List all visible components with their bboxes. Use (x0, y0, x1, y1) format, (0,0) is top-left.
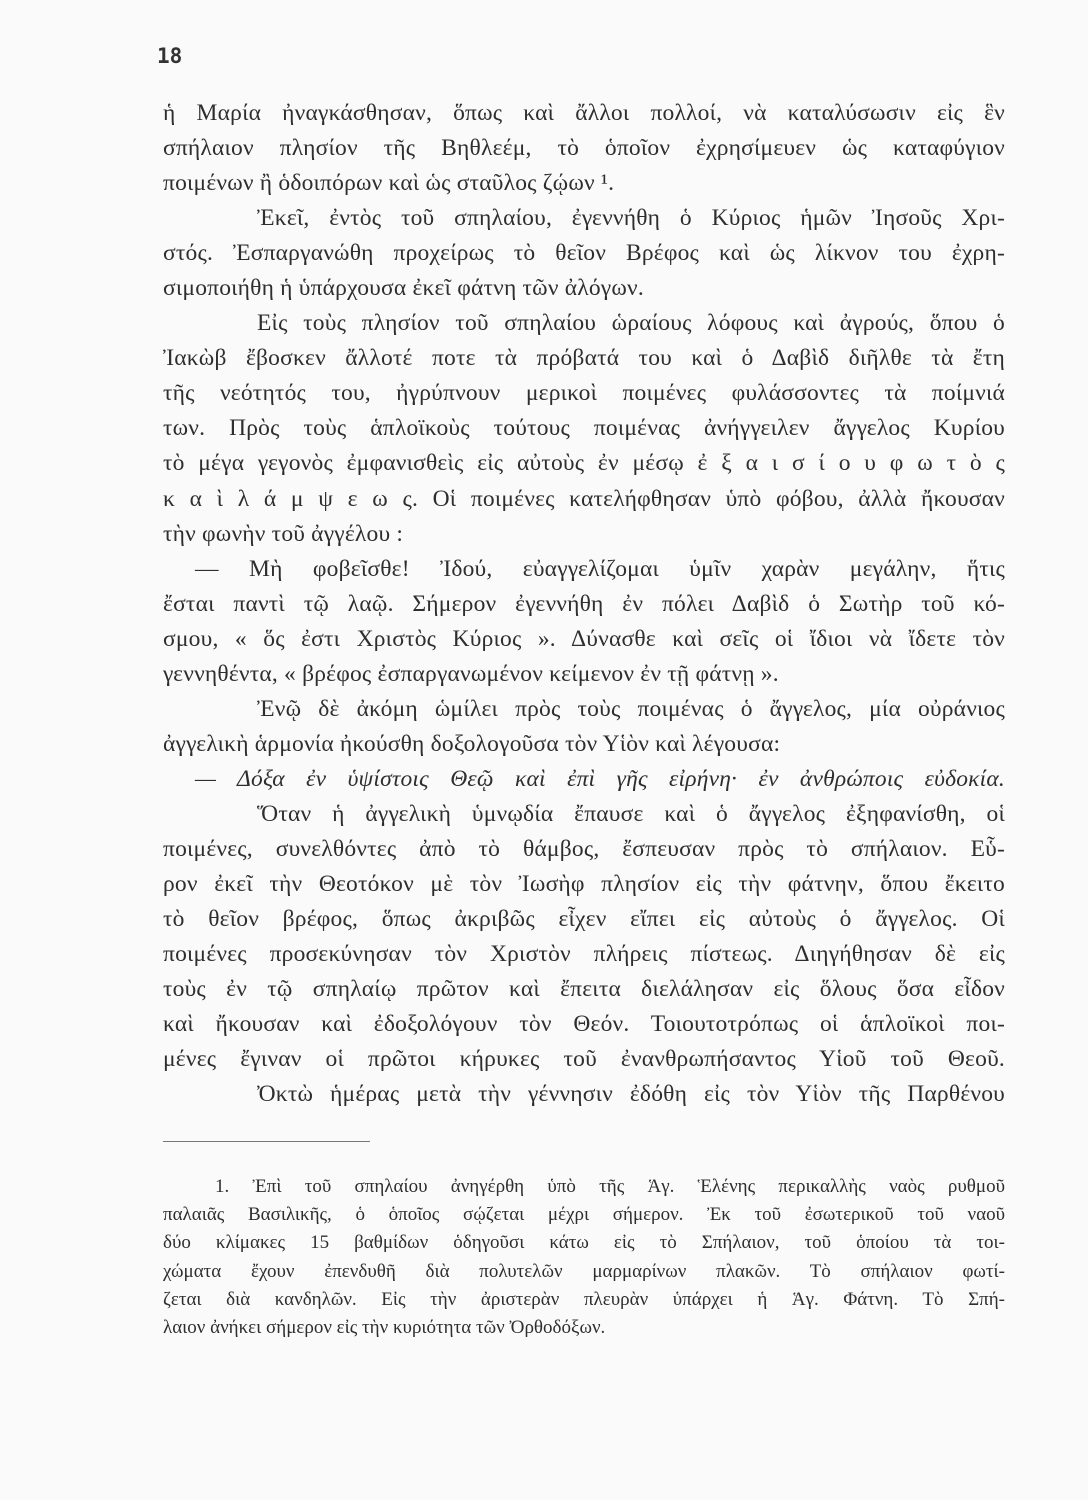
text-line: σμου, « ὅς ἐστι Χριστὸς Κύριος ». Δύνασθε καὶ σεῖς οἱ ἴδιοι νὰ ἴδετε τὸν (163, 625, 1005, 652)
text-line: τοὺς ἐν τῷ σπηλαίῳ πρῶτον καὶ ἔπειτα διελάλησαν εἰς ὅλους ὅσα εἶδον (163, 976, 1005, 1003)
text-line: ἀγγελικὴ ἁρμονία ἠκούσθη δοξολογοῦσα τὸν Υἱὸν καὶ λέγουσα: (163, 730, 781, 757)
text-line: ἔσται παντὶ τῷ λαῷ. Σήμερον ἐγεννήθη ἐν πόλει Δαβὶδ ὁ Σωτὴρ τοῦ κό- (163, 590, 1005, 617)
text-line: σπήλαιον πλησίον τῆς Βηθλεέμ, τὸ ὁποῖον ἐχρησίμευεν ὡς καταφύγιον (163, 135, 1005, 162)
text-line: σιμοποιήθη ἡ ὑπάρχουσα ἐκεῖ φάτνη τῶν ἀλόγων. (163, 275, 644, 302)
footnote-line: δύο κλίμακες 15 βαθμίδων ὁδηγοῦσι κάτω εἰς τὸ Σπήλαιον, τοῦ ὁποίου τὰ τοι- (163, 1232, 1005, 1254)
text-line: ποιμένες προσεκύνησαν τὸν Χριστὸν πλήρεις πίστεως. Διηγήθησαν δὲ εἰς (163, 941, 1005, 968)
footnote (163, 1173, 1005, 1342)
text-line: καὶ ἤκουσαν καὶ ἐδοξολόγουν τὸν Θεόν. Τοιουτοτρόπως οἱ ἁπλοϊκοὶ ποι- (163, 1011, 1005, 1038)
text-line: τῆς νεότητός του, ἠγρύπνουν μερικοὶ ποιμένες φυλάσσοντες τὰ ποίμνιά (163, 380, 1005, 407)
text-line: ποιμένες, συνελθόντες ἀπὸ τὸ θάμβος, ἔσπευσαν πρὸς τὸ σπήλαιον. Εὗ- (163, 835, 1005, 862)
page-number: 18 (157, 44, 183, 68)
text-line: Ἐνῷ δὲ ἀκόμη ὡμίλει πρὸς τοὺς ποιμένας ὁ ἄγγελος, μία οὐράνιος (257, 695, 1005, 722)
text-line: τὸ μέγα γεγονὸς ἐμφανισθεὶς εἰς αὐτοὺς ἐν μέσῳ ἐ ξ α ι σ ί ο υ φ ω τ ὸ ς (163, 450, 1005, 477)
text-line: Ὅταν ἡ ἀγγελικὴ ὑμνῳδία ἔπαυσε καὶ ὁ ἄγγελος ἐξηφανίσθη, οἱ (257, 800, 1005, 827)
text-line: Ἐκεῖ, ἐντὸς τοῦ σπηλαίου, ἐγεννήθη ὁ Κύριος ἡμῶν Ἰησοῦς Χρι- (257, 205, 1005, 232)
text-line: στός. Ἐσπαργανώθη προχείρως τὸ θεῖον Βρέφος καὶ ὡς λίκνον του ἐχρη- (163, 240, 1005, 267)
footnote-divider (163, 1141, 370, 1142)
footnote-line: χώματα ἔχουν ἐπενδυθῆ διὰ πολυτελῶν μαρμαρίνων πλακῶν. Τὸ σπήλαιον φωτί- (163, 1260, 1005, 1282)
text-line: ποιμένων ἢ ὁδοιπόρων καὶ ὡς σταῦλος ζῴων ¹. (163, 170, 615, 197)
text-line: των. Πρὸς τοὺς ἁπλοϊκοὺς τούτους ποιμένας ἀνήγγειλεν ἄγγελος Κυρίου (163, 415, 1005, 442)
text-line: ρον ἐκεῖ τὴν Θεοτόκον μὲ τὸν Ἰωσὴφ πλησίον εἰς τὴν φάτνην, ὅπου ἔκειτο (163, 871, 1005, 898)
text-line: Εἰς τοὺς πλησίον τοῦ σπηλαίου ὡραίους λόφους καὶ ἀγρούς, ὅπου ὁ (257, 310, 1005, 337)
text-line: μένες ἔγιναν οἱ πρῶτοι κήρυκες τοῦ ἐνανθρωπήσαντος Υἱοῦ τοῦ Θεοῦ. (163, 1046, 1005, 1073)
text-line: ἡ Μαρία ἠναγκάσθησαν, ὅπως καὶ ἄλλοι πολλοί, νὰ καταλύσωσιν εἰς ἓν (163, 100, 1005, 126)
text-line: γεννηθέντα, « βρέφος ἐσπαργανωμένον κείμενον ἐν τῇ φάτνῃ ». (163, 660, 779, 687)
footnote-line: ζεται διὰ κανδηλῶν. Εἰς τὴν ἀριστερὰν πλευρὰν ὑπάρχει ἡ Ἁγ. Φάτνη. Τὸ Σπή- (163, 1288, 1005, 1310)
text-line: Ἰακὼβ ἔβοσκεν ἄλλοτέ ποτε τὰ πρόβατά του καὶ ὁ Δαβὶδ διῆλθε τὰ ἔτη (163, 345, 1005, 372)
text-line: Ὀκτὼ ἡμέρας μετὰ τὴν γέννησιν ἐδόθη εἰς τὸν Υἱὸν τῆς Παρθένου (257, 1081, 1005, 1108)
doxology-line: — Δόξα ἐν ὑψίστοις Θεῷ καὶ ἐπὶ γῆς εἰρήνη· ἐν ἀνθρώποις εὐδοκία. (195, 765, 1005, 792)
body-text (163, 96, 1005, 1112)
text-line: τὴν φωνὴν τοῦ ἀγγέλου : (163, 520, 404, 547)
footnote-line: λαιον ἀνήκει σήμερον εἰς τὴν κυριότητα τῶν Ὀρθοδόξων. (163, 1316, 606, 1338)
text-line: τὸ θεῖον βρέφος, ὅπως ἀκριβῶς εἶχεν εἴπει εἰς αὐτοὺς ὁ ἄγγελος. Οἱ (163, 906, 1005, 933)
text-line: κ α ὶ λ ά μ ψ ε ω ς. Οἱ ποιμένες κατελήφθησαν ὑπὸ φόβου, ἀλλὰ ἤκουσαν (163, 485, 1005, 512)
footnote-line: παλαιᾶς Βασιλικῆς, ὁ ὁποῖος σῴζεται μέχρι σήμερον. Ἐκ τοῦ ἐσωτερικοῦ τοῦ ναοῦ (163, 1204, 1005, 1226)
footnote-line: 1. Ἐπὶ τοῦ σπηλαίου ἀνηγέρθη ὑπὸ τῆς Ἁγ. Ἑλένης περικαλλὴς ναὸς ρυθμοῦ (215, 1176, 1005, 1197)
text-line: — Μὴ φοβεῖσθε! Ἰδού, εὐαγγελίζομαι ὑμῖν χαρὰν μεγάλην, ἥτις (195, 555, 1005, 582)
